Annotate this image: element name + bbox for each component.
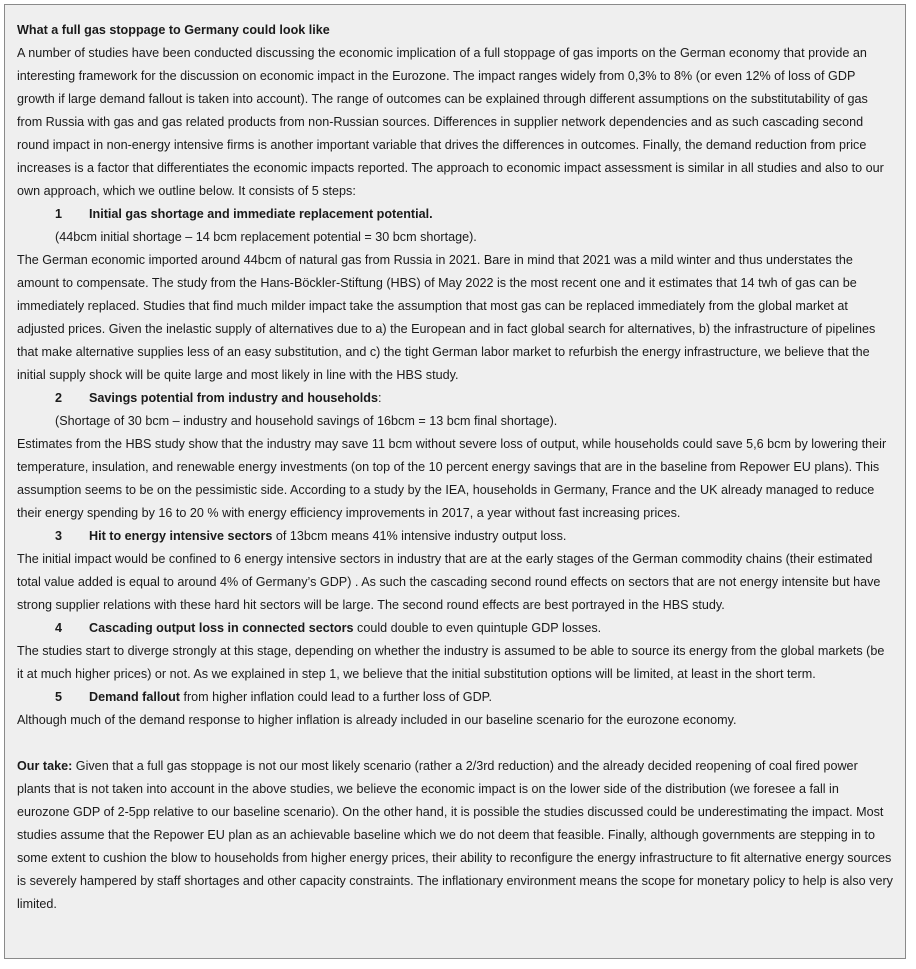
step-1-body: The German economic imported around 44bcm of natural gas from Russia in 2021. Bare in mind that 2021 was a mild winter and thus understates the amount to compensate. The study from the Hans-Böckler-Stiftung (HBS) of May 2022 is the most recent one and it estimates that 14 twh of gas can be immediately replaced. Studies that find much milder impact take the assumption that most gas can be replaced immediately from the global market at adjusted prices. Given the inelastic supply of alternatives due to a) the European and in fact global search for alternatives, b) the infrastructure of pipelines that make alternative supplies less of an easy substitution, and c) the tight German labor market to refurbish the energy infrastructure, we believe that the initial supply shock will be quite large and most likely in line with the HBS study. [17, 253, 876, 382]
intro-paragraph: A number of studies have been conducted discussing the economic implication of a full stoppage of gas imports on the German economy that provide an interesting framework for the discussion on economic impact in the Eurozone. The impact ranges widely from 0,3% to 8% (or even 12% of loss of GDP growth if large demand fallout is taken into account). The range of outcomes can be explained through different assumptions on the substitutability of gas from Russia with gas and gas related products from non-Russian sources. Differences in supplier network dependencies and as such cascading second round impact in non-energy intensive firms is another important variable that drives the differences in outcomes. Finally, the demand reduction from price increases is a factor that differentiates the economic impacts reported. The approach to economic impact assessment is similar in all studies and also to our own approach, which we outline below. It consists of 5 steps: [17, 46, 884, 198]
step-3-title: Hit to energy intensive sectors [89, 529, 273, 543]
step-5-title: Demand fallout [89, 690, 180, 704]
step-3-title-rest: of 13bcm means 41% intensive industry output loss. [272, 529, 567, 543]
step-1-heading [17, 203, 893, 226]
step-2-number: 2 [55, 391, 63, 405]
step-1-number: 1 [55, 207, 63, 221]
step-1-title: Initial gas shortage and immediate replacement potential. [89, 207, 433, 221]
step-3-number: 3 [55, 529, 63, 543]
step-3-body: The initial impact would be confined to 6 energy intensive sectors in industry that are at the early stages of the German commodity chains (their estimated total value added is equal to around 4% of Germany’s GDP) . As such the cascading second round effects on sectors that are not energy intensite but have strong supplier relations with these hard hit sectors will be large. The second round effects are best portrayed in the HBS study. [17, 552, 881, 612]
box-title: What a full gas stoppage to Germany could look like [17, 23, 330, 37]
step-2-heading [17, 387, 893, 410]
step-4-body: The studies start to diverge strongly at this stage, depending on whether the industry is assumed to be able to source its energy from the global markets (be it at much higher prices) or not. As we explained in step 1, we believe that the initial substitution options will be limited, at least in the short term. [17, 644, 885, 681]
step-2-title: Savings potential from industry and households [89, 391, 378, 405]
our-take-label: Our take: [17, 759, 73, 773]
text-box [4, 4, 906, 959]
step-4-title-rest: could double to even quintuple GDP losses. [353, 621, 602, 635]
our-take-paragraph [17, 755, 893, 916]
step-5-body: Although much of the demand response to higher inflation is already included in our baseline scenario for the eurozone economy. [17, 713, 737, 727]
step-4-number: 4 [55, 621, 63, 635]
our-take-body: Given that a full gas stoppage is not our most likely scenario (rather a 2/3rd reduction) and the already decided reopening of coal fired power plants that is not taken into account in the above studies, we believe the economic impact is on the lower side of the distribution (we foresee a fall in eurozone GDP of 2-5pp relative to our baseline scenario). On the other hand, it is possible the studies discussed could be underestimating the impact. Most studies assume that the Repower EU plan as an achievable baseline which we do not deem that feasible. Finally, although governments are stepping in to some extent to cushion the blow to households from higher energy prices, their ability to reconfigure the energy infrastructure to fit alternative energy sources is severely hampered by staff shortages and other capacity constraints. The inflationary environment means the scope for monetary policy to help is also very limited. [17, 759, 893, 911]
step-3-heading [17, 525, 893, 548]
step-5-heading [17, 686, 893, 709]
step-4-heading [17, 617, 893, 640]
step-2-subline: (Shortage of 30 bcm – industry and household savings of 16bcm = 13 bcm final shortage). [55, 414, 558, 428]
step-1-subline: (44bcm initial shortage – 14 bcm replacement potential = 30 bcm shortage). [55, 230, 477, 244]
step-5-number: 5 [55, 690, 63, 704]
step-5-title-rest: from higher inflation could lead to a further loss of GDP. [179, 690, 492, 704]
step-4-title: Cascading output loss in connected sectors [89, 621, 354, 635]
paragraph-gap [17, 732, 893, 755]
step-2-title-rest: : [378, 391, 382, 405]
step-2-body: Estimates from the HBS study show that the industry may save 11 bcm without severe loss of output, while households could save 5,6 bcm by lowering their temperature, insulation, and renewable energy investments (on top of the 10 percent energy savings that are in the baseline from Repower EU plans). This assumption seems to be on the pessimistic side. According to a study by the IEA, households in Germany, France and the UK already managed to reduce their energy spending by 16 to 20 % with energy efficiency improvements in 2017, a year without fast increasing prices. [17, 437, 887, 520]
